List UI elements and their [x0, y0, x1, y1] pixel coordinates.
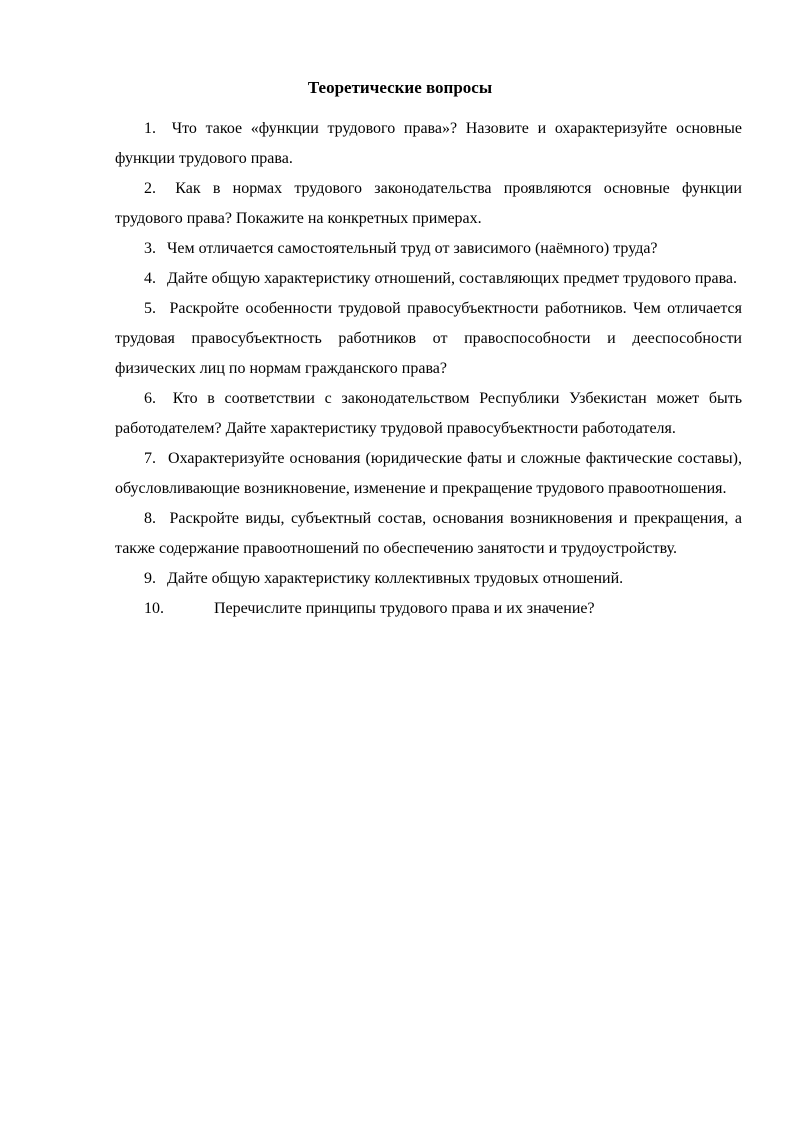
question-number: 1.	[144, 120, 156, 137]
question-text: Перечислите принципы трудового права и их значение?	[214, 600, 595, 617]
question-number: 2.	[144, 180, 156, 197]
question-item	[115, 174, 742, 234]
question-text: Что такое «функции трудового права»? Назовите и охарактеризуйте основные функции трудового права.	[115, 120, 743, 167]
question-item	[115, 234, 742, 264]
question-text: Раскройте особенности трудовой правосубъектности работников. Чем отличается трудовая правосубъектность работников от правоспособности и дееспособности физических лиц по нормам гражданского права?	[115, 300, 743, 377]
question-text: Как в нормах трудового законодательства проявляются основные функции трудового права? Покажите на конкретных примерах.	[115, 180, 742, 227]
page-title: Теоретические вопросы	[307, 78, 493, 97]
question-number: 10.	[144, 600, 164, 617]
question-number: 3.	[144, 240, 156, 257]
question-number: 6.	[144, 390, 156, 407]
question-text: Раскройте виды, субъектный состав, основания возникновения и прекращения, а также содержание правоотношений по обеспечению занятости и трудоустройству.	[115, 510, 743, 557]
question-text: Дайте общую характеристику коллективных трудовых отношений.	[167, 570, 624, 587]
question-text: Чем отличается самостоятельный труд от зависимого (наёмного) труда?	[167, 240, 658, 257]
question-item	[115, 114, 742, 174]
question-item	[115, 264, 742, 294]
question-item	[115, 444, 742, 504]
question-number: 8.	[144, 510, 156, 527]
question-number: 4.	[144, 270, 156, 287]
question-number: 7.	[144, 450, 156, 467]
question-text: Охарактеризуйте основания (юридические фаты и сложные фактические составы), обусловливающие возникновение, изменение и прекращение трудового правоотношения.	[115, 450, 742, 497]
question-text: Дайте общую характеристику отношений, составляющих предмет трудового права.	[167, 270, 738, 287]
question-number: 5.	[144, 300, 156, 317]
question-item	[115, 564, 742, 594]
question-item	[115, 384, 742, 444]
question-text: Кто в соответствии с законодательством Республики Узбекистан может быть работодателем? Дайте характеристику трудовой правосубъектности работодателя.	[115, 390, 743, 437]
question-item	[115, 504, 742, 564]
question-item	[115, 594, 742, 624]
question-list	[115, 114, 742, 624]
question-number: 9.	[144, 570, 156, 587]
question-item	[115, 294, 742, 384]
